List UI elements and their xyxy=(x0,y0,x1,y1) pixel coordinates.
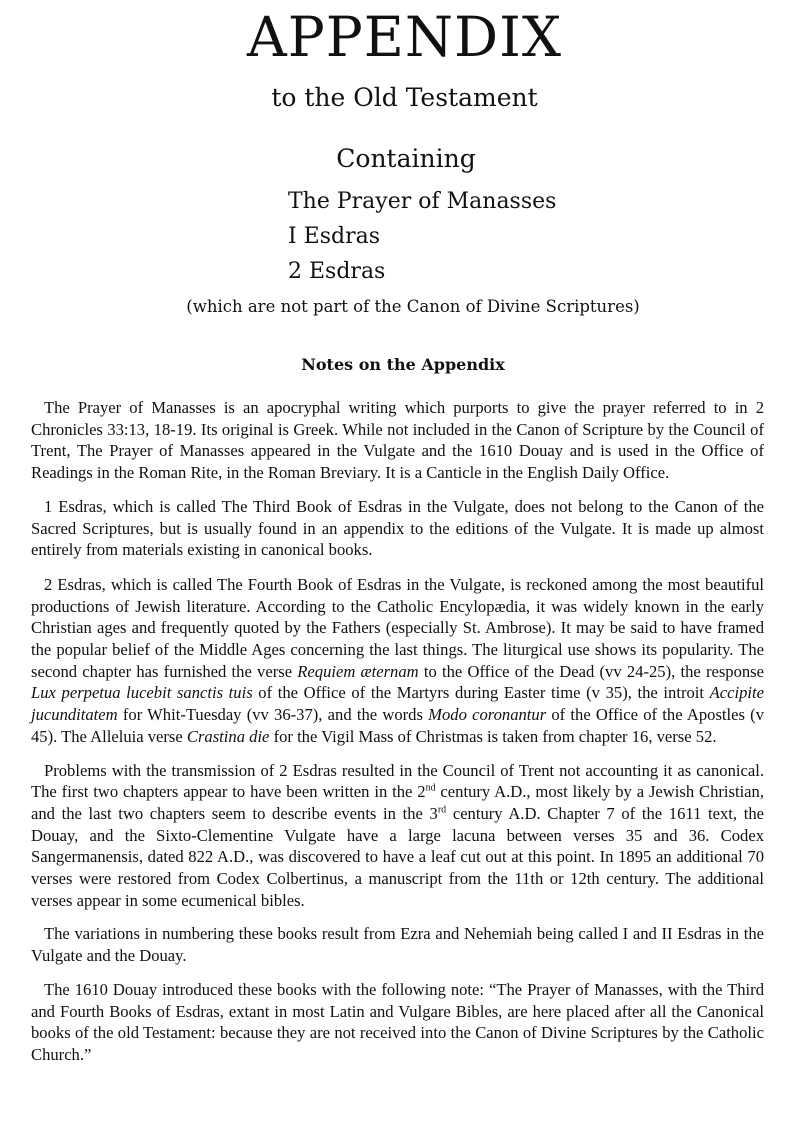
ordinal-suffix: nd xyxy=(425,782,436,794)
paragraph-text: to the Office of the Dead (vv 24-25), the response xyxy=(418,661,765,681)
notes-heading: Notes on the Appendix xyxy=(301,355,505,374)
paragraph-text: for Whit-Tuesday (vv 36-37), and the words xyxy=(117,705,429,725)
paragraph-douay-note: The 1610 Douay introduced these books with the following note: “The Prayer of Manasses, with the Third and Fourth Books of Esdras, extant in most Latin and Vulgare Bibles, are here placed after all the Canonical books of the old Testament: because they are not received into the Canon of Divine Scriptures by the Catholic Church.” xyxy=(31,979,764,1064)
paragraph-text: of the Office of the Martyrs during Easter time (v 35), the introit xyxy=(252,683,710,703)
canon-note: (which are not part of the Canon of Divine Scriptures) xyxy=(186,297,640,316)
paragraph-transmission xyxy=(31,760,764,912)
latin-phrase: Modo coronantur xyxy=(428,705,547,725)
paragraph-2-esdras xyxy=(31,574,764,748)
containing-heading: Containing xyxy=(336,144,476,173)
paragraph-text: of the Office of the Apostles (v 45). The Alleluia verse xyxy=(31,705,764,746)
book-item-1-esdras: I Esdras xyxy=(288,224,381,249)
book-item-2-esdras: 2 Esdras xyxy=(288,259,386,284)
latin-phrase: Requiem æternam xyxy=(297,661,419,681)
paragraph-text: 2 Esdras, which is called The Fourth Book of Esdras in the Vulgate, is reckoned among the most beautiful productions of Jewish literature. According to the Catholic Encylopædia, it was widely known in the early Christian ages and frequently quoted by the Fathers (especially St. Ambrose). It may be said to have framed the popular belief of the Middle Ages concerning the last things. The liturgical use shows its popularity. The second chapter has furnished the verse xyxy=(31,574,764,681)
page-title: APPENDIX xyxy=(247,5,562,69)
page-subtitle: to the Old Testament xyxy=(271,83,538,112)
paragraph-1-esdras: 1 Esdras, which is called The Third Book of Esdras in the Vulgate, does not belong to the Canon of the Sacred Scriptures, but is usually found in an appendix to the editions of the Vulgate. It is made up almost entirely from materials existing in canonical books. xyxy=(31,496,764,560)
paragraph-numbering: The variations in numbering these books result from Ezra and Nehemiah being called I and II Esdras in the Vulgate and the Douay. xyxy=(31,924,764,966)
paragraph-text: century A.D., most likely by a Jewish Christian, and the last two chapters seem to describe events in the 3 xyxy=(31,782,764,823)
paragraph-text: Problems with the transmission of 2 Esdras resulted in the Council of Trent not accounting it as canonical. The first two chapters appear to have been written in the 2 xyxy=(31,760,764,802)
ordinal-suffix: rd xyxy=(437,804,447,816)
paragraph-prayer-of-manasses: The Prayer of Manasses is an apocryphal writing which purports to give the prayer referred to in 2 Chronicles 33:13, 18-19. Its original is Greek. While not included in the Canon of Scripture by the Council of Trent, The Prayer of Manasses appeared in the Vulgate and the 1610 Douay and is used in the Office of Readings in the Roman Rite, in the Roman Breviary. It is a Canticle in the English Daily Office. xyxy=(31,398,764,483)
paragraph-text: century A.D. Chapter 7 of the 1611 text, the Douay, and the Sixto-Clementine Vulgate have a large lacuna between verses 35 and 36. Codex Sangermanensis, dated 822 A.D., was discovered to have a leaf cut out at this point. In 1895 an additional 70 verses were restored from Codex Colbertinus, a manuscript from the 11th or 12th century. The additional verses appear in some ecumenical bibles. xyxy=(31,803,764,910)
latin-phrase: Lux perpetua lucebit sanctis tuis xyxy=(31,683,253,703)
latin-phrase: Crastina die xyxy=(186,726,270,746)
paragraph-text: for the Vigil Mass of Christmas is taken from chapter 16, verse 52. xyxy=(269,726,717,746)
book-item-prayer-of-manasses: The Prayer of Manasses xyxy=(288,189,557,214)
notes-body xyxy=(31,397,764,1078)
latin-phrase: Accipite jucunditatem xyxy=(31,683,764,725)
